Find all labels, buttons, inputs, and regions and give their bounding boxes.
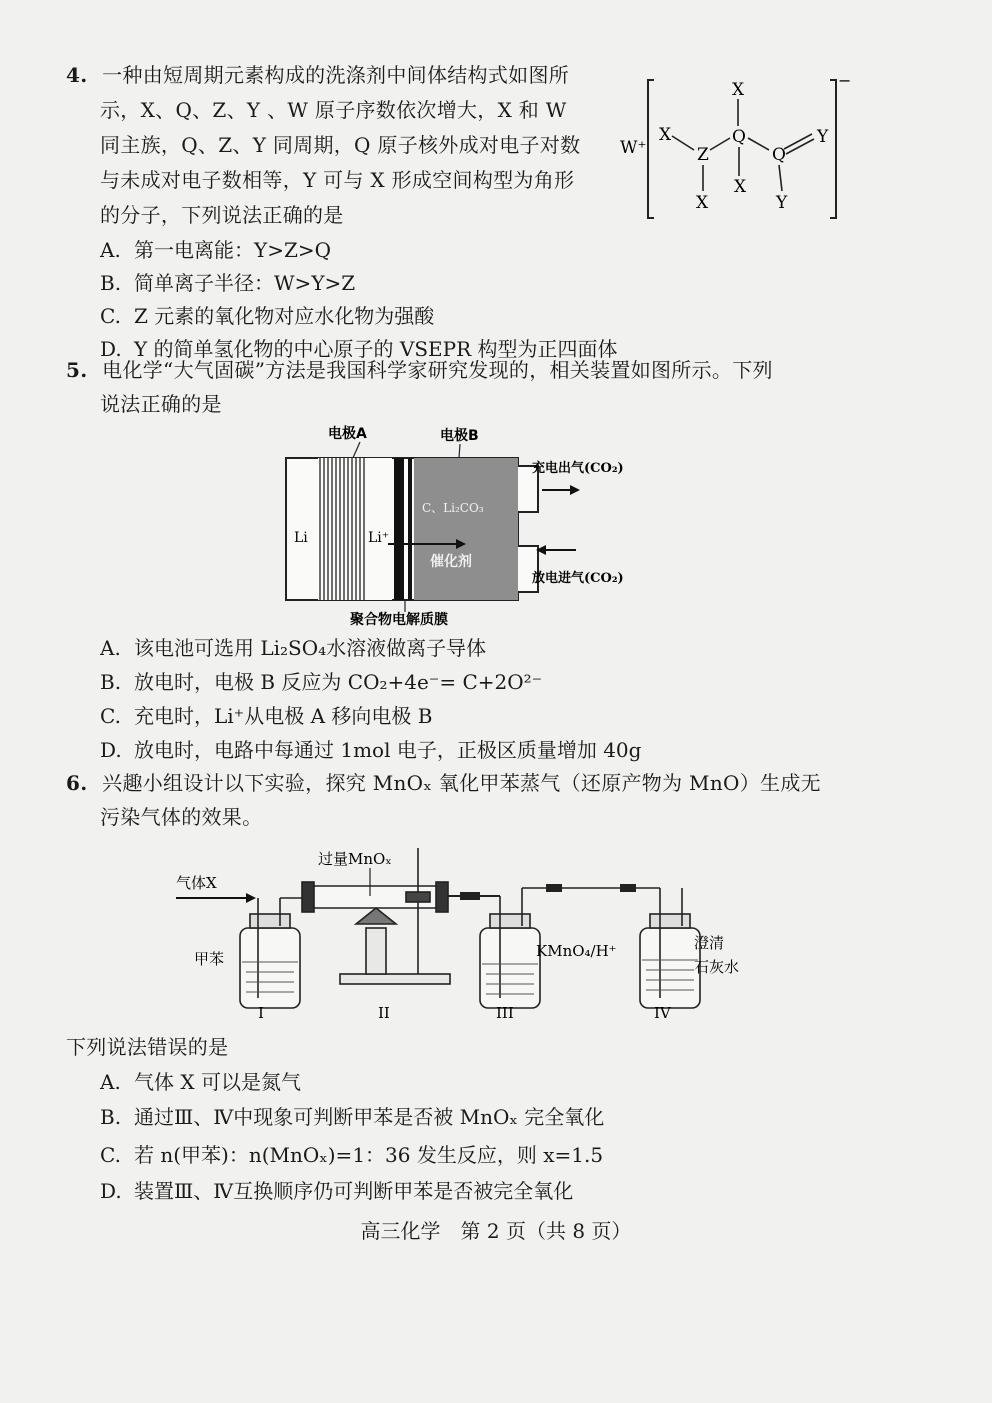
label-apparatus-2: II <box>378 1004 390 1022</box>
label-apparatus-4: IV <box>654 1004 671 1022</box>
label-membrane: 聚合物电解质膜 <box>350 612 448 628</box>
q4-option-b: B. 简单离子半径：W>Y>Z <box>100 271 356 295</box>
struct-right-bracket <box>830 80 836 218</box>
struct-charge: − <box>838 71 852 90</box>
label-kmno4: KMnO₄/H⁺ <box>536 942 617 960</box>
q5-battery-figure <box>280 420 660 630</box>
atom-y-bottom: Y <box>776 193 788 213</box>
atom-x-left: X <box>659 125 672 145</box>
q4-line-2: 示，X、Q、Z、Y 、W 原子序数依次增大，X 和 W <box>100 98 567 122</box>
label-catalyst: 催化剂 <box>430 554 472 570</box>
burner-stand <box>340 848 450 984</box>
label-limewater-1: 澄清 <box>694 934 725 952</box>
q5-option-a: A. 该电池可选用 Li₂SO₄水溶液做离子导体 <box>100 636 487 660</box>
q4-line-5: 的分子，下列说法正确的是 <box>100 203 344 227</box>
q6-line-2: 污染气体的效果。 <box>100 805 263 829</box>
label-li: Li <box>294 530 308 546</box>
q5-option-d: D. 放电时，电路中每通过 1mol 电子，正极区质量增加 40g <box>100 738 642 762</box>
struct-cation: W⁺ <box>620 138 647 158</box>
electrode-b-region <box>414 458 518 600</box>
q4-line-4: 与未成对电子数相等，Y 可与 X 形成空间构型为角形 <box>100 168 575 192</box>
q5-option-b: B. 放电时，电极 B 反应为 CO₂+4e⁻= C+2O²⁻ <box>100 670 543 694</box>
q4-option-c: C. Z 元素的氧化物对应水化物为强酸 <box>100 304 435 328</box>
q6-line-1: 6. 兴趣小组设计以下实验，探究 MnOₓ 氧化甲苯蒸气（还原产物为 MnO）生成无 <box>66 771 821 795</box>
atom-z: Z <box>697 145 709 165</box>
q5-number: 5. <box>66 358 88 382</box>
struct-left-bracket <box>648 80 654 218</box>
q4-structure-figure <box>612 70 852 230</box>
q5-line-1: 5. 电化学“大气固碳”方法是我国科学家研究发现的，相关装置如图所示。下列 <box>66 358 773 382</box>
q4-number: 4. <box>66 63 88 87</box>
q6-option-b: B. 通过Ⅲ、Ⅳ中现象可判断甲苯是否被 MnOₓ 完全氧化 <box>100 1105 605 1129</box>
atom-y-right: Y <box>817 127 829 147</box>
atom-x-bottom-left: X <box>696 193 709 213</box>
q4-option-d: D. Y 的简单氢化物的中心原子的 VSEPR 构型为正四面体 <box>100 337 618 361</box>
q6-apparatus-figure <box>170 838 790 1028</box>
label-gas-x: 气体X <box>176 874 217 892</box>
label-li-ion: Li⁺ <box>368 530 390 546</box>
label-electrode-b: 电极B <box>440 428 479 444</box>
label-discharge-in: 放电进气(CO₂) <box>532 571 624 586</box>
label-charge-out: 充电出气(CO₂) <box>532 461 624 476</box>
label-material: C、Li₂CO₃ <box>422 501 484 515</box>
page-footer: 高三化学 第 2 页（共 8 页） <box>360 1219 632 1243</box>
atom-q2: Q <box>772 145 786 165</box>
polymer-membrane <box>394 458 404 600</box>
q4-option-a: A. 第一电离能：Y>Z>Q <box>100 238 332 262</box>
label-apparatus-3: III <box>496 1004 514 1022</box>
q6-option-a: A. 气体 X 可以是氮气 <box>100 1070 301 1094</box>
q5-line-2: 说法正确的是 <box>100 392 222 416</box>
label-electrode-a: 电极A <box>328 426 367 442</box>
q6-number: 6. <box>66 771 88 795</box>
label-apparatus-1: I <box>258 1004 264 1022</box>
q5-option-c: C. 充电时，Li⁺从电极 A 移向电极 B <box>100 704 433 728</box>
q4-line-1: 4. 一种由短周期元素构成的洗涤剂中间体结构式如图所 <box>66 63 570 87</box>
label-limewater-2: 石灰水 <box>694 958 740 976</box>
atom-q: Q <box>732 127 746 147</box>
q4-line-3: 同主族，Q、Z、Y 同周期，Q 原子核外成对电子对数 <box>100 133 581 157</box>
electrode-a-stripes <box>318 458 392 600</box>
label-mnox: 过量MnOₓ <box>318 850 392 868</box>
q6-sub-stem: 下列说法错误的是 <box>66 1035 229 1059</box>
atom-x-bottom-mid: X <box>734 177 747 197</box>
q6-option-c: C. 若 n(甲苯)：n(MnOₓ)=1：36 发生反应，则 x=1.5 <box>100 1143 604 1167</box>
q6-option-d: D. 装置Ⅲ、Ⅳ互换顺序仍可判断甲苯是否被完全氧化 <box>100 1179 574 1203</box>
label-toluene: 甲苯 <box>194 950 225 968</box>
atom-x-top: X <box>732 80 745 100</box>
